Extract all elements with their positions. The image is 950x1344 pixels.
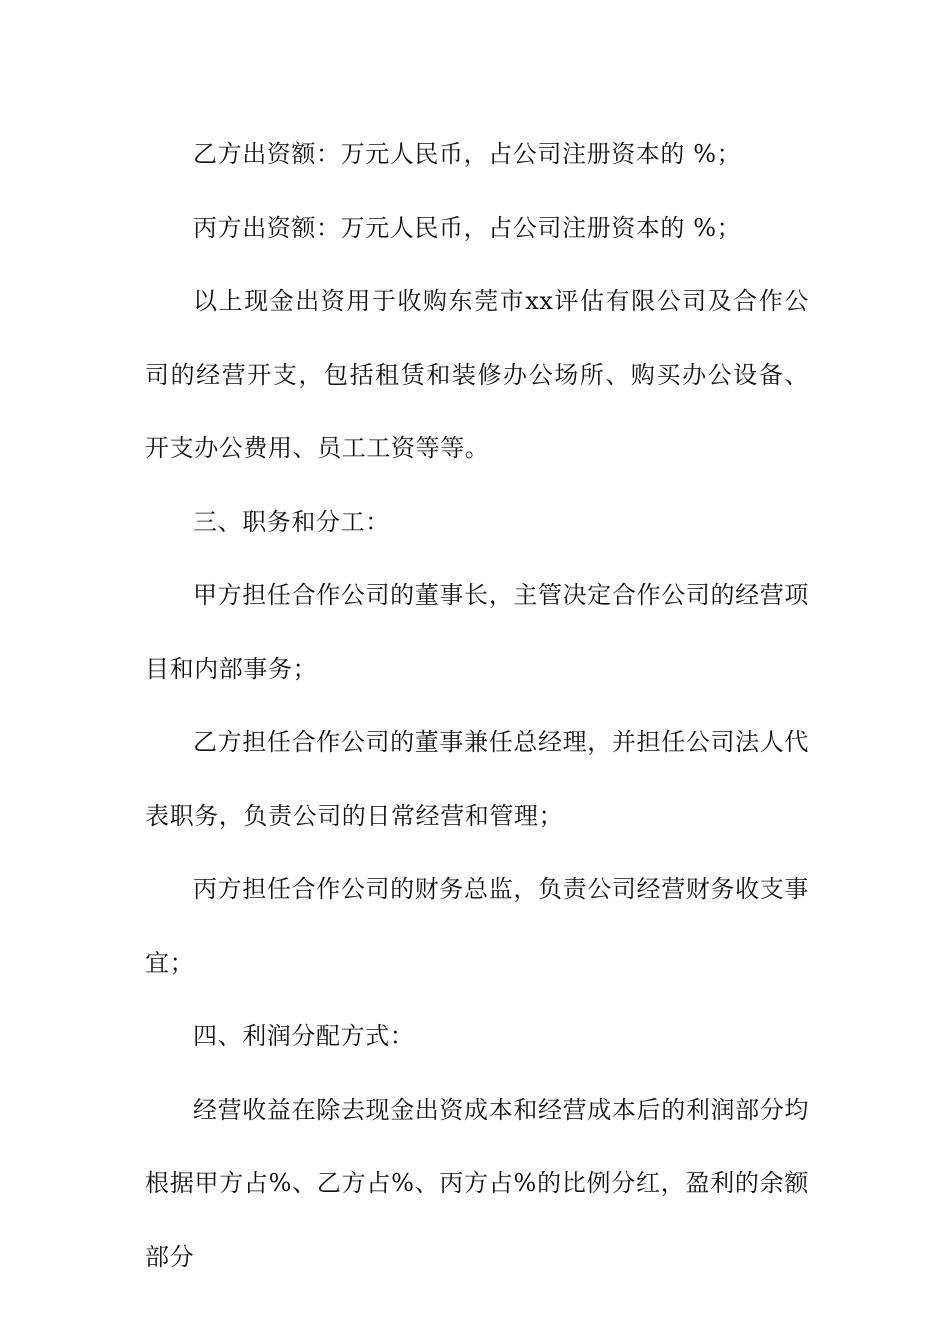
paragraph-party-c-duty: 丙方担任合作公司的财务总监，负责公司经营财务收支事宜； (145, 875, 809, 977)
paragraph-cash-usage: 以上现金出资用于收购东莞市xx评估有限公司及合作公司的经营开支，包括租赁和装修办公场所、购买办公设备、开支办公费用、员工工资等等。 (145, 287, 809, 462)
paragraph-profit-distribution: 经营收益在除去现金出资成本和经营成本后的利润部分均根据甲方占%、乙方占%、丙方占%的比例分红，盈利的余额部分 (145, 1095, 809, 1271)
paragraph-party-b-contribution: 乙方出资额：万元人民币，占公司注册资本的 %； (193, 140, 742, 168)
paragraph-party-c-contribution: 丙方出资额：万元人民币，占公司注册资本的 %； (193, 213, 742, 242)
paragraph-party-a-duty: 甲方担任合作公司的董事长，主管决定合作公司的经营项目和内部事务； (145, 581, 809, 683)
section-heading-profit: 四、利润分配方式： (193, 1022, 415, 1050)
section-heading-duties: 三、职务和分工： (193, 507, 390, 536)
document-body (145, 118, 809, 1294)
paragraph-party-b-duty: 乙方担任合作公司的董事兼任总经理，并担任公司法人代表职务，负责公司的日常经营和管理； (145, 728, 809, 830)
